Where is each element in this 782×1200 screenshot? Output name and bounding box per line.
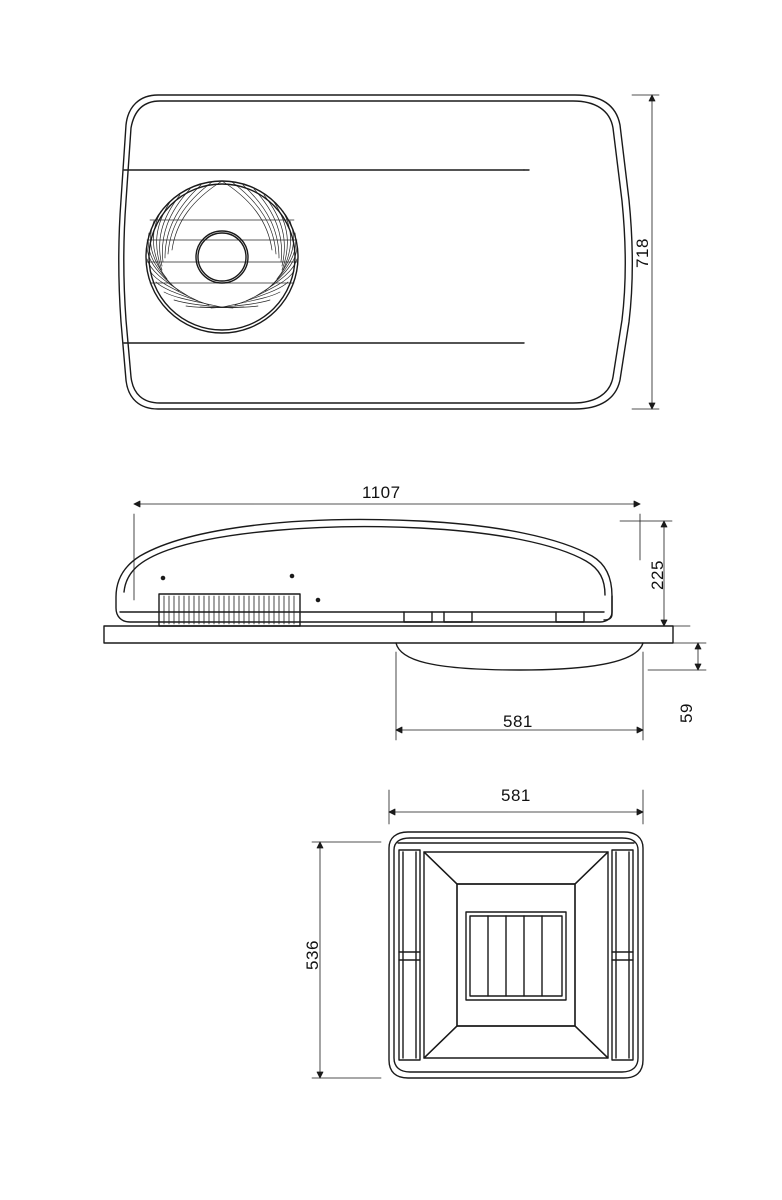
dim-label-side-225: 225 <box>647 560 667 590</box>
side-view-geometry <box>104 519 673 670</box>
side-view-louvres <box>164 596 294 624</box>
dim-label-side-1107: 1107 <box>362 483 401 502</box>
dim-label-top-718: 718 <box>632 238 652 268</box>
dim-label-front-536: 536 <box>302 940 322 970</box>
top-view-geometry <box>119 95 633 409</box>
top-view-fan-grille <box>147 181 297 308</box>
front-view-geometry <box>389 832 643 1078</box>
dim-side-59 <box>648 643 706 670</box>
dim-label-side-59: 59 <box>676 703 696 723</box>
dim-label-side-581: 581 <box>503 712 533 731</box>
dim-label-front-581: 581 <box>501 786 531 805</box>
